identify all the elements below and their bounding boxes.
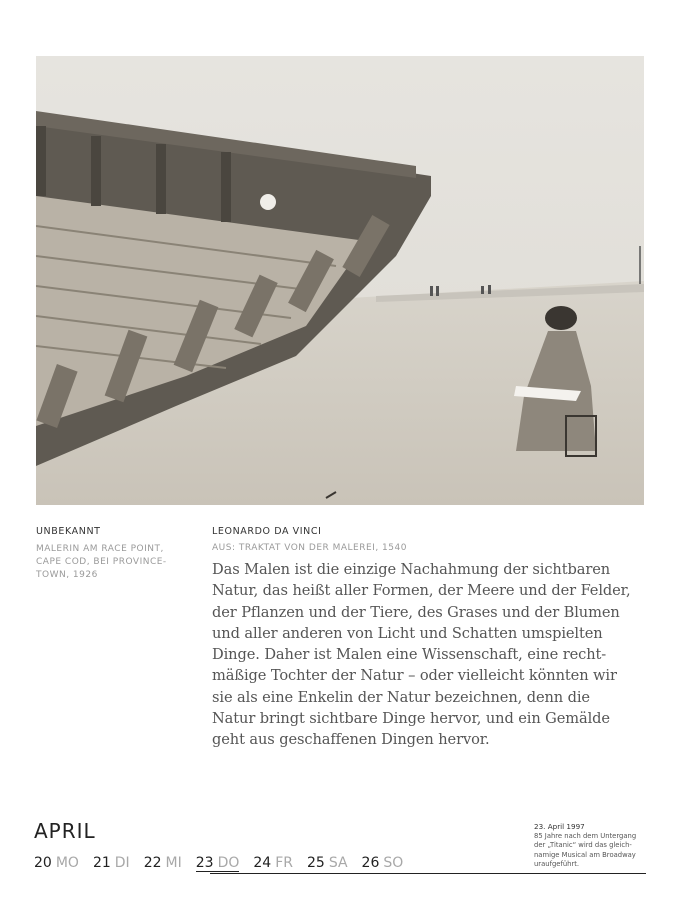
note-date: 23. April 1997 bbox=[534, 822, 585, 831]
calendar-week bbox=[34, 855, 417, 872]
day-entry bbox=[144, 855, 182, 872]
weekday-label: SO bbox=[383, 855, 404, 871]
photo-credit-author: UNBEKANNT bbox=[36, 526, 101, 537]
day-entry bbox=[93, 855, 130, 872]
day-entry-highlighted bbox=[196, 855, 240, 872]
day-entry bbox=[307, 855, 348, 872]
day-number: 20 bbox=[34, 855, 52, 871]
weekday-label: MO bbox=[55, 855, 79, 871]
day-entry bbox=[253, 855, 293, 872]
calendar-month: APRIL bbox=[34, 819, 96, 843]
day-entry bbox=[34, 855, 79, 872]
weekday-label: DO bbox=[217, 855, 240, 871]
photo-illustration bbox=[36, 56, 644, 505]
weekday-label: SA bbox=[328, 855, 348, 871]
quote-author: LEONARDO DA VINCI bbox=[212, 526, 322, 537]
quote-text: Das Malen ist die einzige Nachahmung der sichtbaren Natur, das heißt aller Formen, der Meere und der Felder, der Pflanzen und der Tiere, des Grases und der Blumen und aller anderen von Licht und Schatten umspielten Dinge. Daher ist Malen eine Wissenschaft, eine recht-mäßige Tochter der Natur – oder vielleicht könnten wir sie als eine Enkelin der Natur bezeichnen, denn die Natur bringt sichtbare Dinge hervor, und ein Gemälde geht aus geschaffenen Dingen hervor. bbox=[212, 561, 631, 749]
beach-boat-photo bbox=[36, 56, 644, 505]
day-number: 22 bbox=[143, 855, 162, 871]
day-number: 23 bbox=[195, 855, 214, 871]
weekday-label: MI bbox=[165, 855, 182, 871]
day-entry bbox=[362, 855, 404, 872]
note-text: 85 Jahre nach dem Untergang der „Titanic“ wird das gleich-namige Musical am Broadway uraufgeführt. bbox=[534, 831, 637, 869]
day-number: 24 bbox=[253, 855, 272, 871]
day-number: 26 bbox=[361, 855, 380, 871]
quote-source: AUS: TRAKTAT VON DER MALEREI, 1540 bbox=[212, 543, 407, 553]
calendar-note bbox=[534, 822, 646, 870]
weekday-label: FR bbox=[275, 855, 293, 871]
weekday-label: DI bbox=[114, 855, 130, 871]
day-number: 21 bbox=[92, 855, 111, 871]
day-number: 25 bbox=[306, 855, 325, 871]
calendar-divider bbox=[210, 873, 646, 874]
photo-credit-caption: MALERIN AM RACE POINT, CAPE COD, BEI PROVINCE-TOWN, 1926 bbox=[36, 544, 167, 580]
